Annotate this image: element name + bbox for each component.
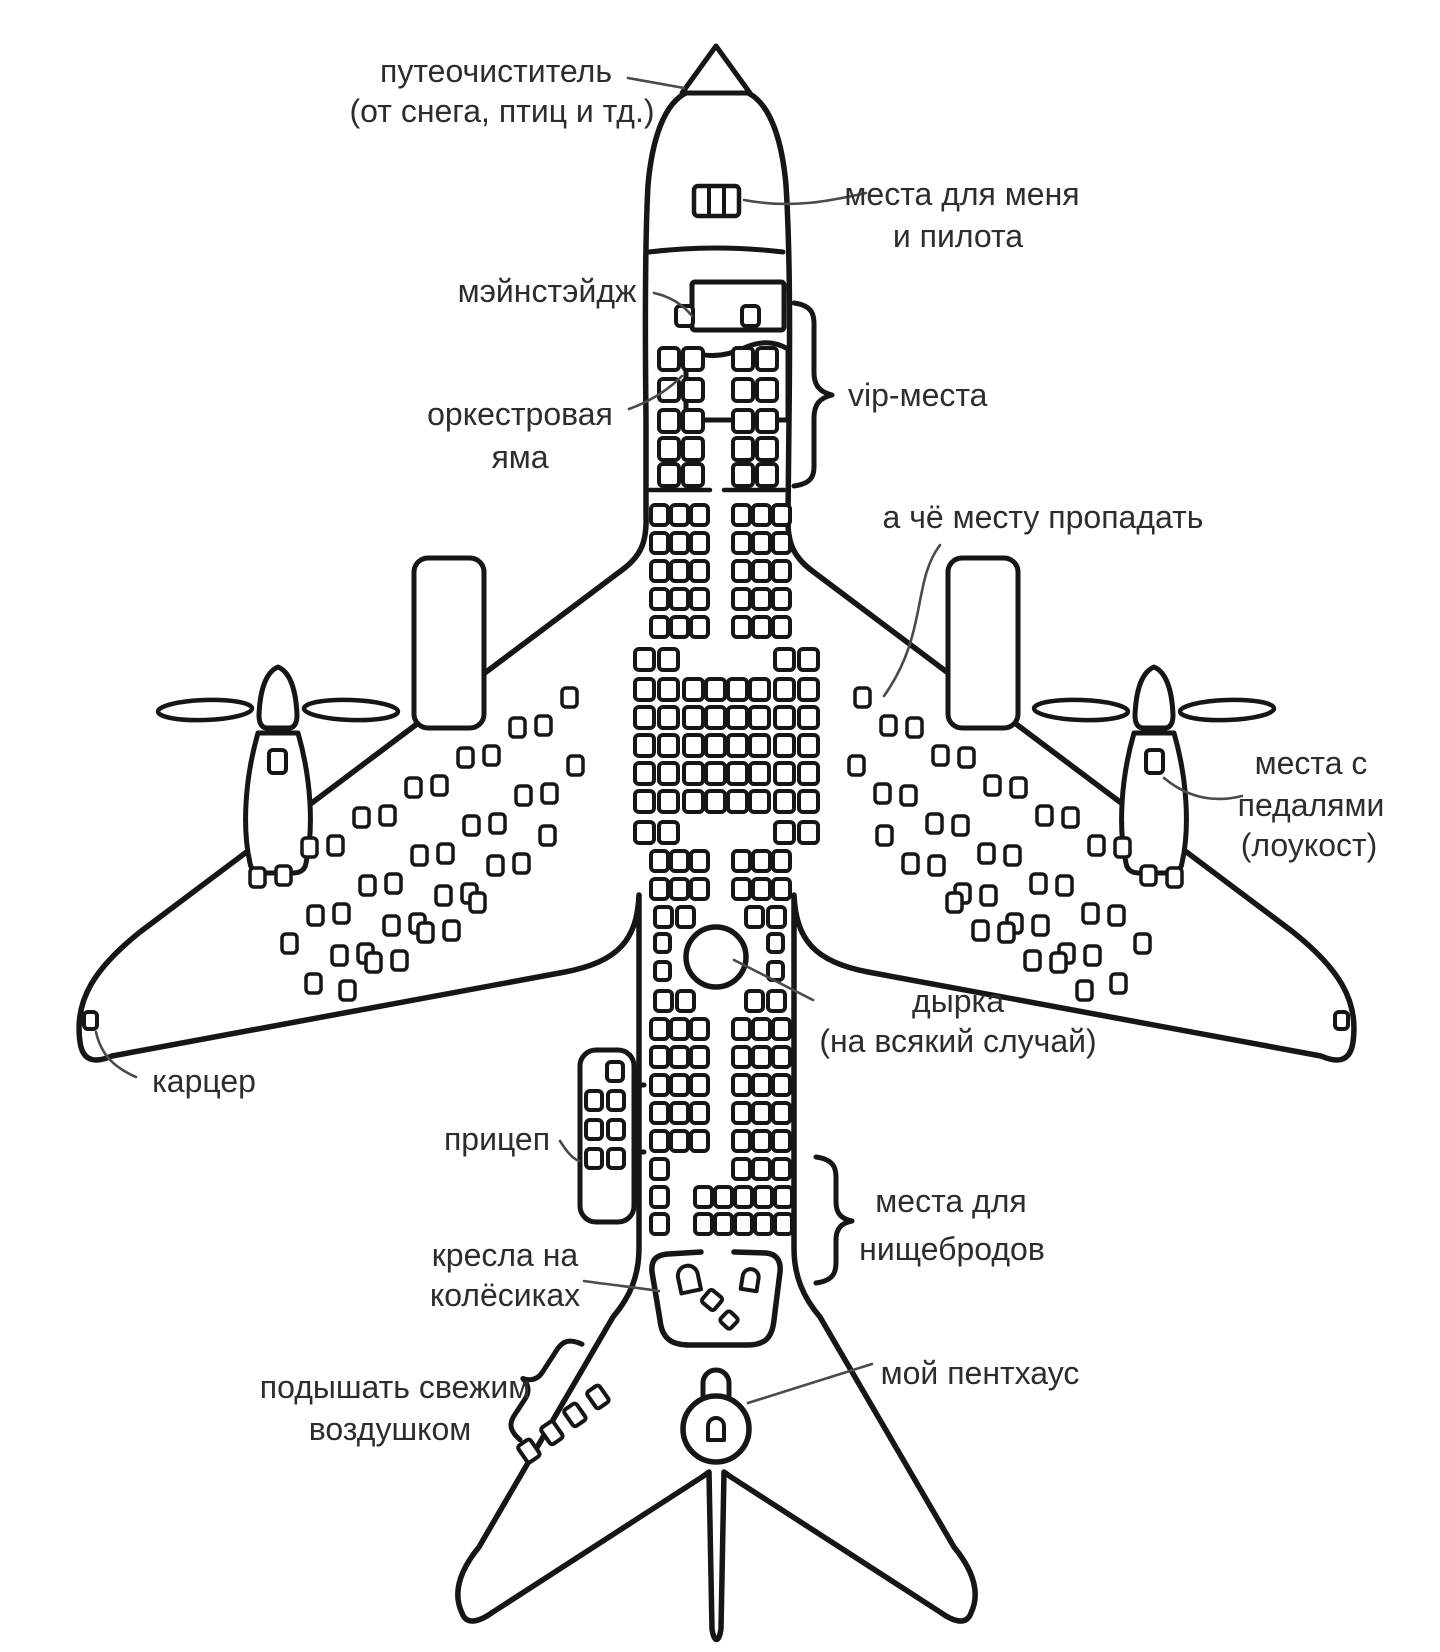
seat <box>659 707 678 728</box>
spinner-cone <box>1135 667 1173 728</box>
label-fresh-air-line1: подышать свежим <box>259 1369 531 1405</box>
seat <box>308 906 323 925</box>
seat <box>849 756 864 775</box>
seat <box>677 907 694 927</box>
seat <box>684 707 703 728</box>
label-hole-line1: дырка <box>912 983 1004 1019</box>
seat <box>328 836 343 855</box>
seat <box>691 561 708 581</box>
seat <box>881 716 896 735</box>
seat <box>276 866 291 885</box>
seat <box>1111 974 1126 993</box>
seat <box>979 844 994 863</box>
seat <box>684 679 703 700</box>
seat <box>775 649 794 670</box>
seat <box>412 846 427 865</box>
seat <box>773 505 790 525</box>
seat <box>1031 874 1046 893</box>
seat <box>386 874 401 893</box>
seat <box>635 791 654 812</box>
label-why-waste-space: а чё месту пропадать <box>882 499 1204 535</box>
seat <box>691 1075 708 1095</box>
seat <box>733 379 753 401</box>
seat <box>418 923 433 942</box>
seat <box>651 1047 668 1067</box>
seat <box>773 617 790 637</box>
seat <box>953 816 968 835</box>
seat <box>651 1019 668 1039</box>
seat <box>750 763 769 784</box>
seat <box>1005 846 1020 865</box>
seat <box>1057 876 1072 895</box>
seat <box>684 735 703 756</box>
seat <box>671 879 688 899</box>
nose-cleaner-pointer <box>628 78 684 88</box>
seat <box>432 776 447 795</box>
label-trailer: прицеп <box>443 1121 551 1157</box>
seat <box>458 748 473 767</box>
seat <box>691 879 708 899</box>
seat <box>706 679 725 700</box>
seat <box>757 379 777 401</box>
seat <box>1109 906 1124 925</box>
seat <box>753 1075 770 1095</box>
seat <box>981 886 996 905</box>
seat <box>691 1131 708 1151</box>
seat <box>1077 981 1092 1000</box>
seat <box>733 851 750 871</box>
seat <box>1011 778 1026 797</box>
seat <box>671 505 688 525</box>
seat <box>366 953 381 972</box>
seat <box>510 718 525 737</box>
seat <box>360 876 375 895</box>
seat <box>773 1075 790 1095</box>
seat <box>562 688 577 707</box>
label-wheeled-chairs-line1: кресла на <box>431 1237 579 1273</box>
seat <box>773 1019 790 1039</box>
seat <box>607 1062 623 1081</box>
seat <box>671 1131 688 1151</box>
seat <box>999 923 1014 942</box>
seat <box>608 1091 624 1110</box>
seat <box>733 505 750 525</box>
seat <box>753 851 770 871</box>
seat <box>1146 750 1163 773</box>
seat <box>651 1159 668 1179</box>
seat <box>775 822 794 843</box>
seat <box>901 786 916 805</box>
seat <box>907 718 922 737</box>
seat <box>586 1091 602 1110</box>
seat <box>655 991 672 1011</box>
seat <box>635 707 654 728</box>
seat <box>671 851 688 871</box>
seat <box>775 1187 792 1207</box>
seat <box>655 934 670 952</box>
seat <box>1033 916 1048 935</box>
seat <box>691 617 708 637</box>
seat <box>768 907 785 927</box>
seat <box>959 748 974 767</box>
seat <box>775 1214 792 1234</box>
seat <box>683 464 703 486</box>
seat <box>728 735 747 756</box>
seat <box>753 1019 770 1039</box>
seat <box>436 886 451 905</box>
seat <box>733 561 750 581</box>
seat <box>733 1075 750 1095</box>
seat <box>691 533 708 553</box>
seat <box>691 505 708 525</box>
seat <box>927 814 942 833</box>
seat <box>635 679 654 700</box>
seat <box>973 921 988 940</box>
seat <box>768 991 785 1011</box>
seat <box>659 822 678 843</box>
right-pylon <box>948 558 1018 728</box>
seat <box>586 1149 602 1168</box>
seat <box>1083 904 1098 923</box>
seat <box>1135 934 1150 953</box>
seat <box>651 879 668 899</box>
seat <box>490 814 505 833</box>
seat <box>586 1120 602 1139</box>
seat <box>1063 808 1078 827</box>
seat <box>250 868 265 887</box>
seat <box>733 464 753 486</box>
seat <box>651 561 668 581</box>
seat <box>773 1159 790 1179</box>
seat <box>799 763 818 784</box>
seat <box>733 1159 750 1179</box>
seat <box>929 856 944 875</box>
seat <box>659 649 678 670</box>
seat <box>683 379 703 401</box>
seat <box>735 1214 752 1234</box>
seat <box>728 791 747 812</box>
seat <box>757 410 777 432</box>
seat <box>651 1214 668 1234</box>
seat <box>753 1103 770 1123</box>
label-fresh-air-line2: воздушком <box>308 1411 472 1447</box>
seat <box>750 735 769 756</box>
seat <box>691 1103 708 1123</box>
seat <box>753 617 770 637</box>
seat <box>773 589 790 609</box>
seat <box>733 1103 750 1123</box>
seat <box>757 348 777 370</box>
seat <box>1051 953 1066 972</box>
seat <box>671 1103 688 1123</box>
seat <box>746 907 763 927</box>
seat <box>470 893 485 912</box>
seat <box>651 1187 668 1207</box>
label-poor-seats-line1: места для <box>875 1183 1027 1219</box>
seat <box>728 707 747 728</box>
seat <box>354 808 369 827</box>
seat <box>733 589 750 609</box>
seat <box>438 844 453 863</box>
label-mainstage: мэйнстэйдж <box>457 273 637 309</box>
seat <box>728 679 747 700</box>
seat <box>706 763 725 784</box>
seat <box>488 856 503 875</box>
label-orchestra-line1: оркестровая <box>427 396 613 432</box>
seat <box>671 1047 688 1067</box>
seat <box>659 410 679 432</box>
seat <box>671 1075 688 1095</box>
seat <box>799 735 818 756</box>
seat <box>753 1047 770 1067</box>
seat <box>671 617 688 637</box>
seat <box>733 1131 750 1151</box>
label-pilot-seats-line1: места для меня <box>844 176 1080 212</box>
seat <box>540 826 555 845</box>
seat <box>753 533 770 553</box>
seat <box>947 893 962 912</box>
seat <box>733 1047 750 1067</box>
seat <box>773 1131 790 1151</box>
poor-seats-brace <box>816 1157 852 1283</box>
cockpit-window <box>694 186 739 216</box>
seat <box>514 854 529 873</box>
seat <box>903 854 918 873</box>
seat <box>677 991 694 1011</box>
seat <box>635 649 654 670</box>
seat <box>484 746 499 765</box>
seat <box>695 1187 712 1207</box>
seat <box>775 679 794 700</box>
seat <box>733 348 753 370</box>
wheeled-chair <box>676 1264 701 1294</box>
seat <box>775 707 794 728</box>
seat <box>542 784 557 803</box>
seat <box>691 1019 708 1039</box>
seat <box>775 735 794 756</box>
seat <box>464 816 479 835</box>
seat <box>755 1214 772 1234</box>
seat <box>733 410 753 432</box>
seat <box>1037 806 1052 825</box>
label-pedal-seats-line1: места с <box>1254 745 1368 781</box>
seat <box>715 1187 732 1207</box>
propeller-blade-icon <box>1180 698 1275 721</box>
seat <box>691 1047 708 1067</box>
hole-in-floor <box>686 927 746 987</box>
seat <box>753 1159 770 1179</box>
seat <box>706 735 725 756</box>
seat <box>735 1187 752 1207</box>
penthouse-seat <box>708 1418 724 1440</box>
seat <box>380 806 395 825</box>
seat <box>516 786 531 805</box>
seat <box>742 306 759 326</box>
seat <box>753 561 770 581</box>
seat <box>773 533 790 553</box>
label-solitary: карцер <box>152 1063 256 1099</box>
seat <box>733 533 750 553</box>
seat <box>340 981 355 1000</box>
seat <box>635 735 654 756</box>
label-penthouse: мой пентхаус <box>880 1355 1080 1391</box>
seat <box>799 679 818 700</box>
propeller-blade-icon <box>1034 698 1129 721</box>
propeller-blade-icon <box>158 698 253 721</box>
seat <box>651 851 668 871</box>
seat <box>1085 946 1100 965</box>
seat <box>775 791 794 812</box>
seat <box>651 617 668 637</box>
seat <box>608 1120 624 1139</box>
seat <box>706 791 725 812</box>
trailer-pointer <box>560 1141 579 1161</box>
seat <box>659 791 678 812</box>
seat <box>671 1019 688 1039</box>
seat <box>84 1012 97 1029</box>
seat <box>1335 1012 1348 1029</box>
seat <box>733 438 753 460</box>
seat <box>444 921 459 940</box>
seat <box>757 464 777 486</box>
seat <box>651 1103 668 1123</box>
seat <box>683 348 703 370</box>
seat <box>651 589 668 609</box>
seat <box>750 707 769 728</box>
seat <box>659 735 678 756</box>
left-pylon <box>414 558 484 728</box>
seat <box>568 756 583 775</box>
seat <box>659 464 679 486</box>
seat <box>651 1131 668 1151</box>
label-orchestra-line2: яма <box>491 439 549 475</box>
seat <box>715 1214 732 1234</box>
seat <box>753 505 770 525</box>
seat <box>1089 836 1104 855</box>
wheeled-chair <box>741 1268 760 1291</box>
label-poor-seats-line2: нищебродов <box>859 1231 1045 1267</box>
seat <box>334 904 349 923</box>
seat <box>332 946 347 965</box>
seat <box>671 533 688 553</box>
mainstage-area <box>692 282 784 330</box>
label-hole-line2: (на всякий случай) <box>819 1023 1097 1059</box>
seat <box>306 974 321 993</box>
seat <box>773 1103 790 1123</box>
seat <box>536 716 551 735</box>
seat <box>773 879 790 899</box>
seat <box>755 1187 772 1207</box>
seat <box>799 822 818 843</box>
seat <box>384 916 399 935</box>
seat <box>1141 866 1156 885</box>
seat <box>691 589 708 609</box>
seat <box>635 763 654 784</box>
seat <box>655 907 672 927</box>
label-pedal-seats-line2: педалями <box>1237 787 1385 823</box>
seat <box>733 617 750 637</box>
vip-brace <box>794 303 832 486</box>
seat <box>282 934 297 953</box>
seat <box>733 1019 750 1039</box>
seat <box>773 1047 790 1067</box>
seat <box>1167 868 1182 887</box>
seat <box>799 649 818 670</box>
seat <box>608 1149 624 1168</box>
seat <box>691 851 708 871</box>
seat <box>750 791 769 812</box>
label-wheeled-chairs-line2: колёсиках <box>429 1277 581 1313</box>
seat <box>799 707 818 728</box>
nose-cone-plow <box>682 46 750 93</box>
seat <box>750 679 769 700</box>
propeller-blade-icon <box>304 698 399 721</box>
seat <box>683 438 703 460</box>
seat <box>684 763 703 784</box>
seat <box>757 438 777 460</box>
seat <box>877 826 892 845</box>
seat <box>706 707 725 728</box>
seat <box>985 776 1000 795</box>
cockpit-window-frame <box>694 186 739 216</box>
seat <box>753 1131 770 1151</box>
label-nose-cleaner-line1: путеочиститель <box>380 53 612 89</box>
seat <box>671 589 688 609</box>
seat <box>406 778 421 797</box>
seat <box>728 763 747 784</box>
seat <box>302 838 317 857</box>
seat <box>659 348 679 370</box>
seat <box>753 879 770 899</box>
seat <box>746 991 763 1011</box>
seat <box>933 746 948 765</box>
seat <box>684 791 703 812</box>
seat <box>875 784 890 803</box>
seat <box>651 1075 668 1095</box>
seat <box>1115 838 1130 857</box>
seat <box>651 533 668 553</box>
seat <box>659 438 679 460</box>
spinner-cone <box>259 667 297 728</box>
label-pedal-seats-line3: (лоукост) <box>1240 827 1378 863</box>
seat <box>855 688 870 707</box>
seat <box>683 410 703 432</box>
seat <box>1025 951 1040 970</box>
seat <box>768 934 783 952</box>
seat <box>655 962 670 980</box>
label-vip-seats: vip-места <box>848 377 988 413</box>
seat <box>392 951 407 970</box>
seat <box>269 750 286 773</box>
label-nose-cleaner-line2: (от снега, птиц и тд.) <box>349 93 655 129</box>
seat <box>659 763 678 784</box>
seat <box>695 1214 712 1234</box>
seat <box>671 561 688 581</box>
seat <box>635 822 654 843</box>
seat <box>799 791 818 812</box>
seat <box>753 589 770 609</box>
seat <box>775 763 794 784</box>
seat <box>773 561 790 581</box>
label-pilot-seats-line2: и пилота <box>892 218 1024 254</box>
seat <box>773 851 790 871</box>
seat <box>651 505 668 525</box>
seat <box>733 879 750 899</box>
seat <box>659 679 678 700</box>
